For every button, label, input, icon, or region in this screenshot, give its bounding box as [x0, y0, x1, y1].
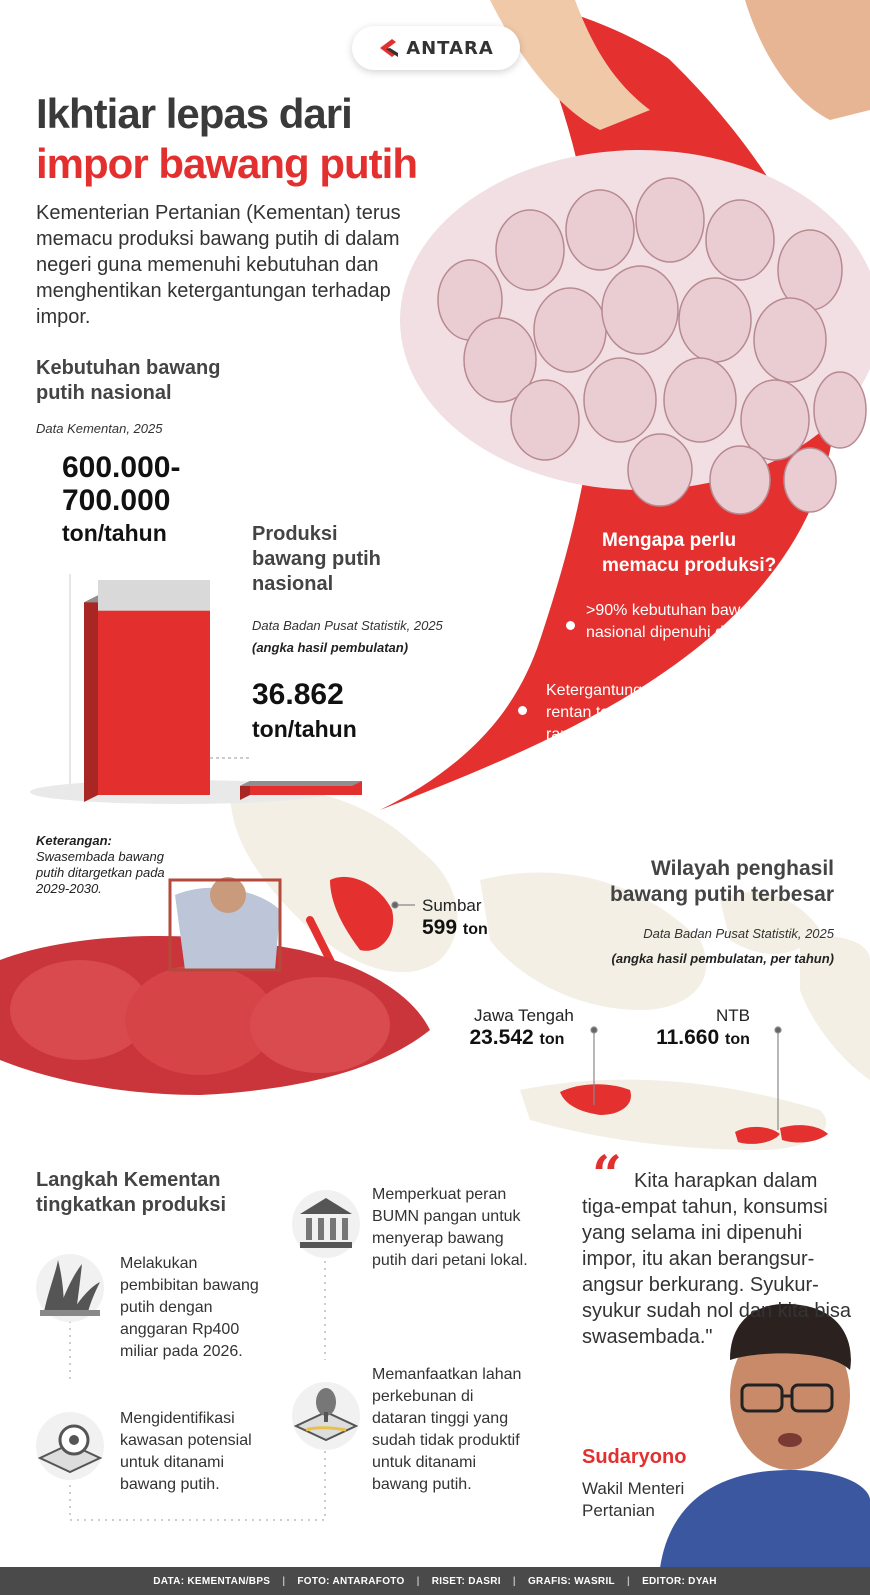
seedling-icon	[34, 1252, 106, 1324]
need-unit: ton/tahun	[62, 520, 167, 546]
bar-1	[98, 595, 210, 795]
bar-2-top	[240, 781, 362, 786]
speaker-name: Sudaryono	[582, 1446, 687, 1468]
steps-heading: Langkah Kementan tingkatkan produksi	[36, 1169, 227, 1216]
credit-data: DATA: KEMENTAN/BPS	[153, 1575, 271, 1587]
why-item-2: Ketergantungan pada impor rentan terhadap gangguan rantai pasok global.	[546, 682, 745, 743]
bar-1-side	[84, 595, 98, 802]
intro-paragraph: Kementerian Pertanian (Kementan) terus memacu produksi bawang putih di dalam negeri guna memenuhi kebutuhan dan menghentikan ketergantungan terhadap impor.	[36, 202, 401, 328]
need-source: Data Kementan, 2025	[36, 421, 163, 436]
production-source: Data Badan Pusat Statistik, 2025	[252, 618, 443, 633]
antara-logo-text: ANTARA	[406, 37, 494, 59]
production-unit: ton/tahun	[252, 716, 357, 742]
step-1-text: Melakukan pembibitan bawang putih dengan anggaran Rp400 miliar pada 2026.	[120, 1255, 259, 1360]
credit-grafis: GRAFIS: WASRIL	[527, 1575, 615, 1587]
why-bullet-1	[566, 621, 575, 630]
quote-mark-icon: “	[592, 1145, 622, 1206]
credit-editor: EDITOR: DYAH	[642, 1575, 717, 1587]
production-value: 36.862	[252, 678, 344, 711]
regions-source: Data Badan Pusat Statistik, 2025	[643, 926, 834, 941]
regions-source-note: (angka hasil pembulatan, per tahun)	[611, 951, 834, 966]
quote-text: Kita harapkan dalam tiga-empat tahun, konsumsi yang selama ini dipenuhi impor, itu akan berangsur-angsur berkurang. Syukur-syukur sudah nol dan kita bisa swasembada."	[582, 1170, 852, 1348]
land-map-icon	[34, 1410, 106, 1482]
why-title: Mengapa perlu memacu produksi?	[602, 530, 777, 576]
page-title-line2: impor bawang putih	[36, 140, 417, 187]
why-bullet-2	[518, 706, 527, 715]
highland-icon	[290, 1380, 362, 1452]
need-range-band	[98, 580, 210, 611]
note	[36, 833, 166, 897]
region-jawa-tengah: Jawa Tengah 23.542 ton	[469, 1006, 574, 1049]
page-title-line1: Ikhtiar lepas dari	[36, 90, 352, 137]
credit-riset: RISET: DASRI	[431, 1575, 501, 1587]
note-label: Keterangan:	[36, 833, 112, 848]
regions-heading: Wilayah penghasil bawang putih terbesar	[609, 857, 834, 906]
note-text: Swasembada bawang putih ditargetkan pada 2029-2030.	[36, 849, 165, 896]
step-3-text: Memperkuat peran BUMN pangan untuk menyerap bawang putih dari petani lokal.	[372, 1186, 528, 1269]
production-source-note: (angka hasil pembulatan)	[252, 640, 409, 655]
why-item-1: >90% kebutuhan bawang putih nasional dipenuhi dari impor.	[586, 602, 807, 641]
region-ntb: NTB 11.660 ton	[656, 1006, 750, 1049]
region-sumbar: Sumbar 599 ton	[422, 896, 488, 939]
credits-footer: DATA: KEMENTAN/BPS | FOTO: ANTARAFOTO | RISET: DASRI | GRAFIS: WASRIL | EDITOR: DYAH	[0, 1567, 870, 1595]
need-value: 600.000- 700.000	[62, 451, 181, 517]
step-2-text: Mengidentifikasi kawasan potensial untuk ditanami bawang putih.	[120, 1410, 252, 1493]
antara-mark-icon	[378, 37, 400, 59]
institution-icon	[290, 1188, 362, 1260]
credit-foto: FOTO: ANTARAFOTO	[297, 1575, 405, 1587]
need-heading: Kebutuhan bawang putih nasional	[36, 357, 221, 404]
step-4-text: Memanfaatkan lahan perkebunan di dataran tinggi yang sudah tidak produktif untuk ditanami bawang putih.	[372, 1366, 522, 1493]
speaker-role: Wakil Menteri Pertanian	[582, 1479, 685, 1520]
production-heading: Produksi bawang putih nasional	[252, 523, 381, 595]
antara-logo	[352, 26, 520, 70]
